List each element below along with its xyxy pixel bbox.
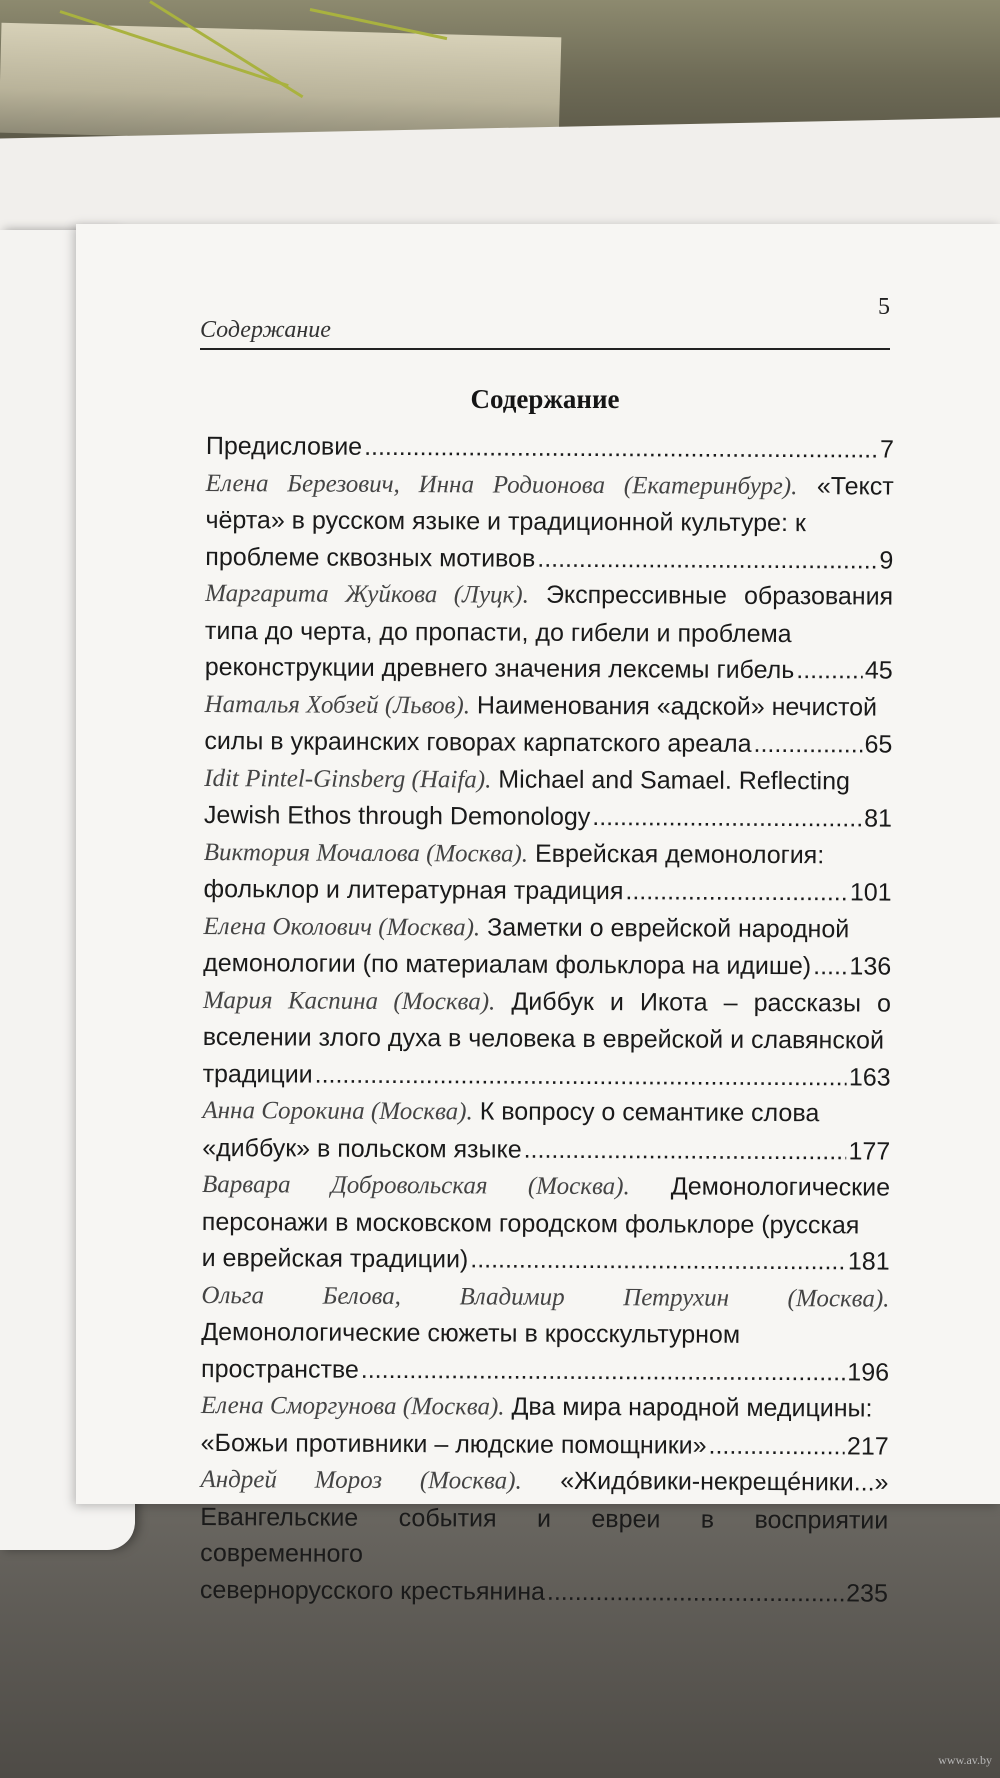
toc-entry-body [204,759,892,800]
toc-entry-author: Варвара Добровольская (Москва). [201,1170,630,1201]
toc-entry-body [201,1387,889,1428]
toc-entry-title: Диббук и Икота – рассказы о вселении злого духа в человека в еврейской и славянской [202,987,892,1055]
toc-entry-title: Заметки о еврейской народной [487,912,850,943]
toc-entry-author: Маргарита Жуйкова (Луцк). [205,579,529,609]
toc-dot-leader [315,1056,847,1095]
toc-page-number: 101 [849,878,892,907]
toc-dot-leader [524,1131,847,1169]
toc-entry-leader-line [204,797,892,837]
toc-page-number: 45 [864,656,893,685]
toc-page-number: 9 [879,546,894,575]
toc-entry-title: «Текст чёрта» в русском языке и традиционной культуре: к [205,471,894,538]
toc-entry-leader-line [204,723,892,763]
toc-entry-title-end: традиции [202,1059,313,1089]
toc-page-number: 177 [848,1136,891,1166]
toc-entry [202,1166,891,1280]
toc-entry-title-end: силы в украинских говорах карпатского ареала [204,726,752,758]
page-number: 5 [878,294,890,320]
toc-entry-title: Экспрессивные образования типа до черта, до пропасти, до гибели и проблема [204,580,894,648]
toc-entry-title: Демонологические сюжеты в кросскультурном [201,1317,741,1349]
toc-entry-leader-line [201,1350,889,1390]
toc-page-number: 163 [848,1062,891,1092]
toc-entry-title: «Жидóвики-некрещéники...» Евангельские события и евреи в восприятии современного [200,1466,889,1568]
toc-entry-body [201,1276,889,1354]
toc-entry-leader-line [203,871,891,911]
toc-entry-body [205,575,893,653]
toc-entry-leader-line [205,649,893,689]
toc-dot-leader [813,948,847,985]
toc-entry [202,1092,890,1170]
toc-entry-title-end: «диббук» в польском языке [202,1133,522,1164]
toc-entry-title-end: проблеме сквозных мотивов [205,542,536,573]
toc-entry-leader-line [206,428,894,468]
toc-dot-leader [625,873,848,911]
toc-page-number: 81 [864,804,893,833]
toc-entry-title-end: демонологии (по материалам фольклора на идише) [203,948,812,981]
toc-entry-author: Андрей Мороз (Москва). [200,1465,522,1495]
toc-entry-author: Наталья Хобзей (Львов). [204,690,471,719]
toc-entry [206,428,894,468]
contents-heading: Содержание [470,384,620,414]
toc-entry-leader-line [200,1571,888,1611]
toc-entry [205,464,894,578]
toc-dot-leader [361,1351,846,1390]
toc-entry-title-end: «Божьи противники – людские помощники» [200,1428,707,1460]
toc-entry-author: Анна Сорокина (Москва). [202,1096,473,1126]
toc-entry-author: Елена Околович (Москва). [203,912,481,941]
toc-entry-title: Наименования «адской» нечистой [476,690,878,722]
toc-page-number: 65 [864,730,893,759]
toc-dot-leader [470,1241,846,1279]
toc-entry-body [203,907,891,948]
toc-entry-author: Елена Березович, Инна Родионова (Екатеринбург). [205,469,798,500]
toc-page-number: 181 [847,1247,890,1276]
toc-entry-leader-line [203,945,891,985]
toc-entry [204,759,892,837]
toc-entry-title-end: и еврейская традиции) [201,1243,469,1274]
toc-entry-body [202,1092,890,1133]
toc-entry-title: Два мира народной медицины: [511,1392,873,1423]
toc-dot-leader [547,1573,844,1611]
toc-dot-leader [796,652,863,689]
toc-entry-title-end: фольклор и литературная традиция [203,874,624,906]
toc-entry-title: Еврейская демонология: [534,839,825,869]
table-of-contents [200,428,894,1612]
toc-dot-leader [537,540,877,578]
watermark: www.av.by [938,1753,992,1767]
toc-page-number: 217 [846,1431,889,1461]
toc-dot-leader [592,799,862,837]
toc-entry [201,1387,889,1465]
toc-entry-leader-line [205,538,893,578]
toc-page-number: 235 [846,1578,888,1608]
toc-entry-body [205,464,893,542]
toc-dot-leader [364,429,878,468]
running-head [200,294,890,350]
toc-entry-leader-line [201,1424,889,1464]
toc-entry-title: Демонологические персонажи в московском городском фольклоре (русская [201,1172,891,1239]
toc-page-number: 7 [879,435,894,464]
toc-entry-title-end: Предисловие [205,431,363,461]
toc-entry-title-end: севернорусского крестьянина [199,1575,546,1606]
toc-entry-body [204,685,892,726]
toc-dot-leader [753,726,862,763]
toc-entry-leader-line [203,1055,891,1095]
toc-entry-title: Michael and Samael. Reflecting [498,765,851,795]
toc-dot-leader [708,1427,845,1464]
toc-entry-author: Мария Каспина (Москва). [202,986,496,1016]
toc-page-number: 136 [849,952,892,981]
toc-entry-body [200,1461,889,1575]
toc-page-number: 196 [847,1357,890,1387]
toc-entry-author: Виктория Мочалова (Москва). [203,838,529,868]
toc-entry-body [202,1166,890,1244]
toc-entry-title-end: пространстве [201,1354,359,1384]
toc-entry [203,833,891,911]
toc-entry-title-end: реконструкции древнего значения лексемы гибель [204,652,795,685]
toc-entry [204,685,892,763]
toc-entry [203,907,891,985]
toc-entry-author: Ольга Белова, Владимир Петрухин (Москва). [201,1281,890,1313]
toc-entry [201,1276,890,1390]
toc-entry-leader-line [202,1240,890,1280]
toc-entry-leader-line [202,1129,890,1169]
toc-entry-title-end: Jewish Ethos through Demonology [203,800,591,832]
toc-entry [200,1461,889,1612]
toc-entry-title: К вопросу о семантике слова [479,1097,820,1128]
toc-entry-body [203,981,891,1059]
toc-entry [205,575,894,689]
toc-entry-author: Елена Сморгунова (Москва). [200,1391,505,1421]
toc-entry-author: Idit Pintel-Ginsberg (Haifa). [204,764,492,793]
toc-entry-body [204,833,892,874]
toc-entry [203,981,892,1095]
running-head-title: Содержание [200,317,331,343]
